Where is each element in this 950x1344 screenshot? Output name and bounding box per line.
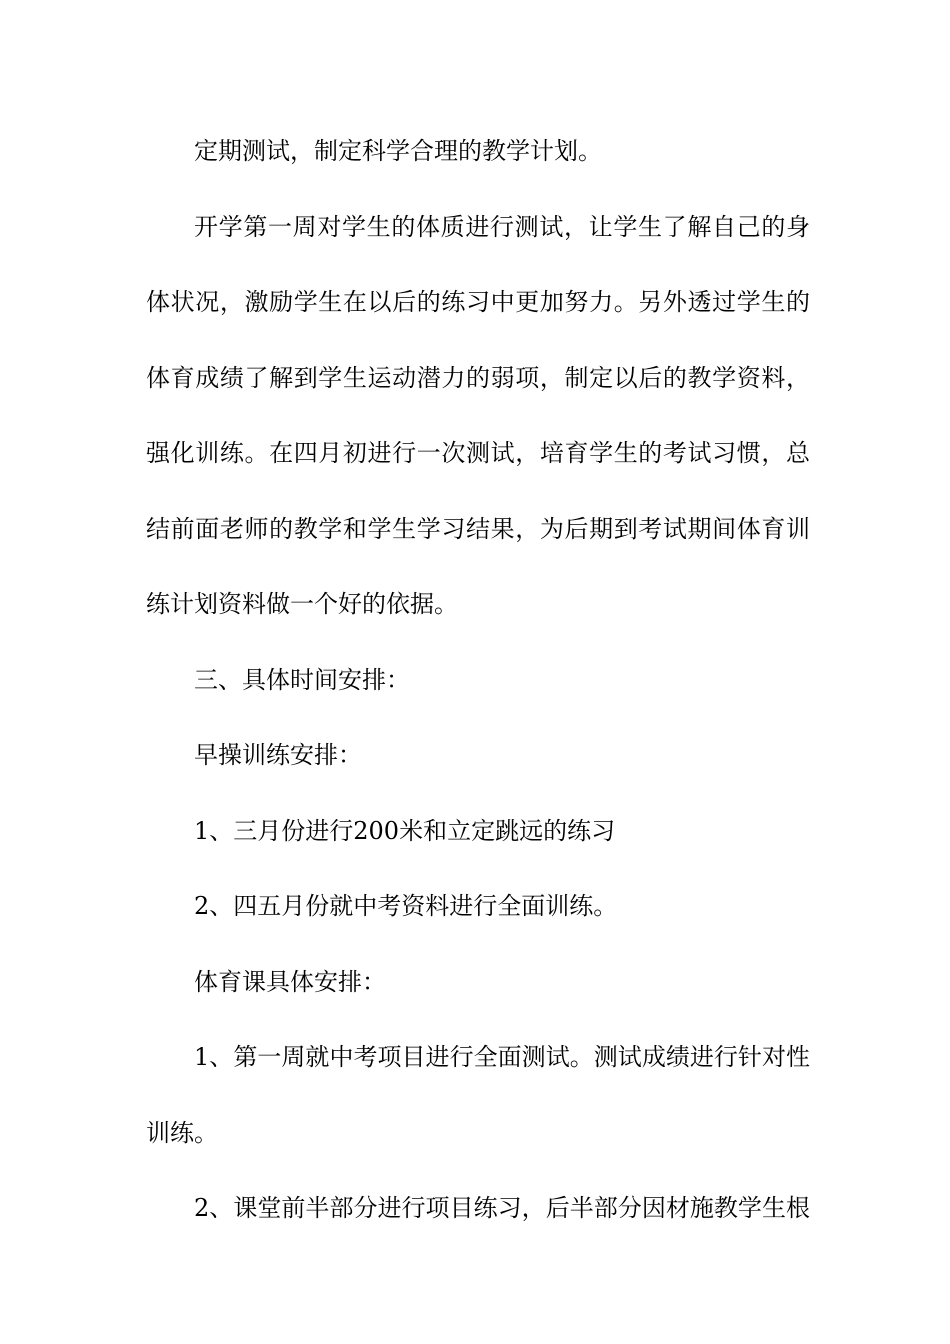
text-line: 强化训练。在四月初进行一次测试，培育学生的考试习惯，总 — [146, 439, 810, 467]
list-item: 2、四五月份就中考资料进行全面训练。 — [194, 892, 618, 920]
text-line: 体育成绩了解到学生运动潜力的弱项，制定以后的教学资料， — [146, 363, 810, 392]
text-line: 定期测试，制定科学合理的教学计划。 — [194, 137, 602, 165]
subheading: 早操训练安排： — [194, 741, 362, 769]
document-body — [146, 136, 810, 1269]
subheading: 体育课具体安排： — [194, 967, 386, 996]
text-line: 体状况，激励学生在以后的练习中更加努力。另外透过学生的 — [146, 288, 810, 316]
text-line: 开学第一周对学生的体质进行测试，让学生了解自己的身 — [194, 212, 810, 241]
list-item: 1、第一周就中考项目进行全面测试。测试成绩进行针对性 — [194, 1043, 810, 1071]
section-heading: 三、具体时间安排： — [194, 665, 410, 694]
text-line: 练计划资料做一个好的依据。 — [146, 590, 458, 618]
text-line: 训练。 — [146, 1118, 218, 1147]
text-line: 结前面老师的教学和学生学习结果，为后期到考试期间体育训 — [146, 514, 810, 543]
list-item: 2、课堂前半部分进行项目练习，后半部分因材施教学生根 — [194, 1194, 810, 1222]
list-item: 1、三月份进行200米和立定跳远的练习 — [194, 816, 616, 845]
